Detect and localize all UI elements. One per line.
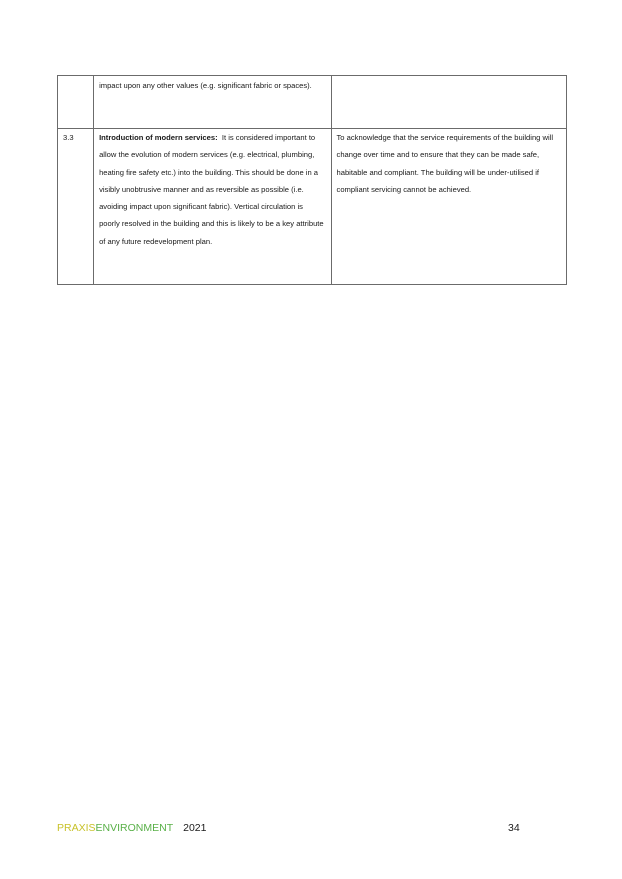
table-row: [58, 129, 567, 285]
policy-description-text: It is considered important to allow the evolution of modern services (e.g. electrical, plumbing, heating fire safety etc.) into the building. This should be done in a visibly unobtrusive manner and as reversible as possible (i.e. avoiding impact upon significant fabric). Vertical circulation is poorly resolved in the building and this is likely to be a key attribute of any future redevelopment plan.: [99, 133, 324, 246]
brand-logo-praxis: PRAXIS: [57, 822, 96, 834]
policy-description-text: impact upon any other values (e.g. significant fabric or spaces).: [99, 81, 312, 90]
policy-reason-cell: To acknowledge that the service requirements of the building will change over time and to ensure that they can be made safe, habitable and compliant. The building will be under-utilised if compliant servicing cannot be achieved.: [331, 129, 566, 285]
policy-reason-cell: [331, 76, 566, 129]
page-footer: [57, 821, 206, 835]
policy-number-cell: [58, 76, 94, 129]
policy-table: [57, 75, 567, 285]
policy-description-cell: [94, 129, 331, 285]
footer-year: 2021: [183, 822, 207, 834]
policy-title: Introduction of modern services:: [99, 133, 218, 142]
policy-description-cell: [94, 76, 331, 129]
brand-logo-environment: ENVIRONMENT: [95, 822, 174, 834]
table-row: [58, 76, 567, 129]
policy-number-cell: 3.3: [58, 129, 94, 285]
page-number: 34: [508, 822, 520, 834]
